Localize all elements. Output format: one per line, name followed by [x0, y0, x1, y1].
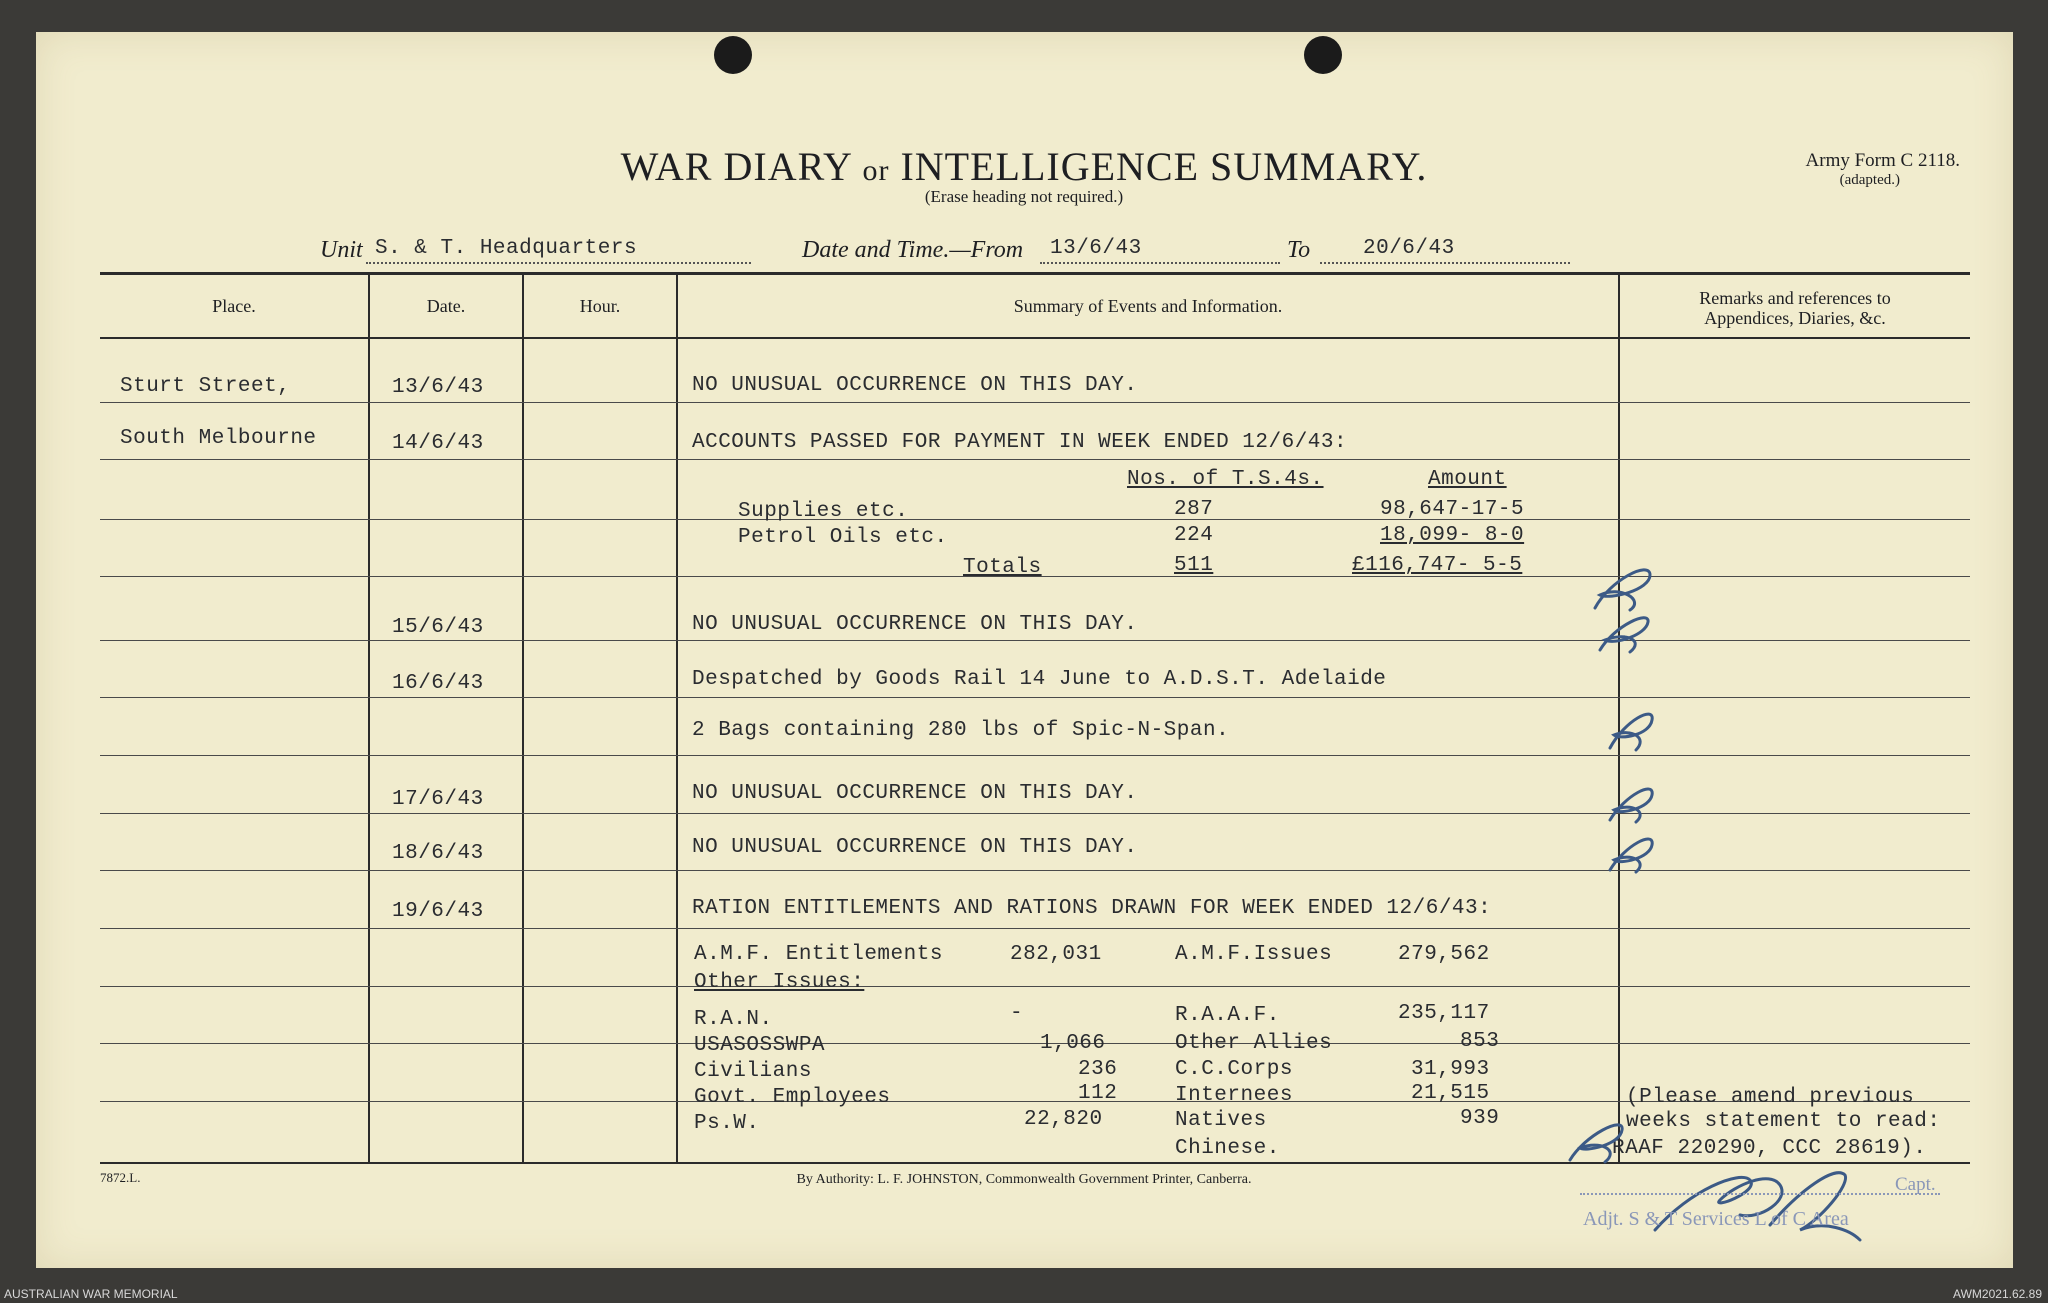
ration-label: Internees	[1175, 1084, 1293, 1107]
row-rule	[100, 1043, 1970, 1044]
table-header-rule	[100, 337, 1970, 339]
ration-value: 236	[1078, 1058, 1118, 1081]
to-dotted-line	[1320, 262, 1570, 264]
ration-label: A.M.F.Issues	[1175, 943, 1333, 966]
form-title	[0, 143, 2048, 190]
ration-value: 853	[1460, 1030, 1500, 1053]
date-to-label: To	[1287, 237, 1311, 263]
form-subtitle: (Erase heading not required.)	[924, 187, 1124, 206]
col-divider-hour	[676, 274, 678, 1162]
remarks-line: (Please amend previous	[1626, 1086, 1915, 1109]
handwritten-initials-marks	[1570, 540, 1680, 880]
accounts-total-amount: £116,747- 5-5	[1352, 554, 1523, 577]
ink-initial-mark	[1610, 714, 1652, 750]
row-rule	[100, 459, 1970, 460]
col-header-date: Date.	[426, 296, 466, 316]
entry-date: 17/6/43	[392, 788, 484, 811]
ration-label: Civilians	[694, 1060, 812, 1083]
accounts-row-label: Supplies etc.	[738, 500, 909, 523]
row-rule	[100, 870, 1970, 871]
entry-summary: RATION ENTITLEMENTS AND RATIONS DRAWN FOR WEEK ENDED 12/6/43:	[692, 897, 1492, 920]
entry-summary: ACCOUNTS PASSED FOR PAYMENT IN WEEK ENDED 12/6/43:	[692, 431, 1348, 454]
ration-label: Chinese.	[1175, 1137, 1280, 1160]
ration-value: 22,820	[1024, 1108, 1103, 1131]
row-rule	[100, 755, 1970, 756]
army-form-number: Army Form C 2118.	[1805, 150, 1960, 171]
col-divider-date	[522, 274, 524, 1162]
col-header-place: Place.	[212, 296, 256, 316]
ration-label: Natives	[1175, 1109, 1267, 1132]
place-line-1: Sturt Street,	[120, 375, 291, 398]
accounts-header-nos: Nos. of T.S.4s.	[1127, 468, 1324, 491]
col-divider-place	[368, 274, 370, 1162]
ration-value: 282,031	[1010, 943, 1102, 966]
ration-label: R.A.A.F.	[1175, 1004, 1280, 1027]
ink-initial-mark	[1610, 839, 1652, 872]
accounts-row-amount: 18,099- 8-0	[1380, 524, 1525, 547]
ink-initial-mark	[1595, 570, 1650, 610]
ration-value: 279,562	[1398, 943, 1490, 966]
ration-label: R.A.N.	[694, 1008, 773, 1031]
unit-value: S. & T. Headquarters	[375, 237, 638, 260]
ration-value: 31,993	[1411, 1058, 1490, 1081]
ration-value: -	[1010, 1002, 1024, 1025]
from-dotted-line	[1040, 262, 1280, 264]
army-form-adapted: (adapted.)	[1839, 172, 1900, 188]
col-header-remarks-2: Appendices, Diaries, &c.	[1704, 308, 1886, 328]
date-to-value: 20/6/43	[1363, 237, 1455, 260]
ration-value: 21,515	[1411, 1082, 1490, 1105]
title-part-2: INTELLIGENCE SUMMARY.	[900, 144, 1428, 189]
unit-dotted-line	[366, 262, 751, 264]
punch-hole-left	[714, 36, 752, 74]
entry-date: 18/6/43	[392, 842, 484, 865]
ration-label: Govt. Employees	[694, 1086, 891, 1109]
ration-value: 235,117	[1398, 1002, 1490, 1025]
entry-date: 14/6/43	[392, 432, 484, 455]
ration-label: A.M.F. Entitlements	[694, 943, 943, 966]
accounts-row-label: Petrol Oils etc.	[738, 526, 948, 549]
place-line-2: South Melbourne	[120, 427, 317, 450]
ration-label: Ps.W.	[694, 1112, 760, 1135]
ration-value: 1,066	[1040, 1032, 1106, 1055]
entry-summary: NO UNUSUAL OCCURRENCE ON THIS DAY.	[692, 613, 1138, 636]
accounts-row-amount: 98,647-17-5	[1380, 498, 1525, 521]
ration-label: Other Allies	[1175, 1032, 1333, 1055]
row-rule	[100, 986, 1970, 987]
stamp-dotted-line	[1580, 1193, 1940, 1195]
handwritten-initials-remarks	[1560, 1110, 1640, 1170]
row-rule	[100, 402, 1970, 403]
unit-label: Unit	[320, 237, 363, 263]
accounts-row-nos: 224	[1174, 524, 1214, 547]
title-part-1: WAR DIARY	[620, 144, 852, 189]
accounts-total-label: Totals	[963, 556, 1042, 579]
entry-summary: 2 Bags containing 280 lbs of Spic-N-Span.	[692, 719, 1230, 742]
col-header-summary: Summary of Events and Information.	[1013, 296, 1283, 316]
form-print-number: 7872.L.	[100, 1170, 141, 1185]
ink-initial-mark	[1610, 789, 1652, 822]
ink-initial-mark	[1600, 618, 1648, 652]
accounts-row-nos: 287	[1174, 498, 1214, 521]
stamp-adjt: Adjt. S & T Services L of C Area	[1583, 1208, 1849, 1230]
ration-label: C.C.Corps	[1175, 1058, 1293, 1081]
entry-summary: NO UNUSUAL OCCURRENCE ON THIS DAY.	[692, 782, 1138, 805]
punch-hole-right	[1304, 36, 1342, 74]
entry-summary: NO UNUSUAL OCCURRENCE ON THIS DAY.	[692, 374, 1138, 397]
entry-date: 19/6/43	[392, 900, 484, 923]
printer-authority: By Authority: L. F. JOHNSTON, Commonwealth Government Printer, Canberra.	[796, 1172, 1252, 1187]
remarks-line: RAAF 220290, CCC 28619).	[1612, 1137, 1927, 1160]
stamp-capt: Capt.	[1895, 1174, 1936, 1195]
row-rule	[100, 697, 1970, 698]
entry-date: 13/6/43	[392, 376, 484, 399]
date-from-label: Date and Time.—From	[802, 237, 1024, 263]
row-rule	[100, 519, 1970, 520]
title-or: or	[862, 154, 890, 187]
entry-date: 15/6/43	[392, 616, 484, 639]
row-rule	[100, 813, 1970, 814]
accounts-header-amount: Amount	[1428, 468, 1507, 491]
ration-label: USASOSSWPA	[694, 1034, 826, 1057]
entry-summary: NO UNUSUAL OCCURRENCE ON THIS DAY.	[692, 836, 1138, 859]
date-from-value: 13/6/43	[1050, 237, 1142, 260]
ration-other-issues-heading: Other Issues:	[694, 971, 865, 994]
accounts-total-nos: 511	[1174, 554, 1214, 577]
entry-date: 16/6/43	[392, 672, 484, 695]
row-rule	[100, 928, 1970, 929]
col-header-hour: Hour.	[579, 296, 621, 316]
table-top-rule	[100, 272, 1970, 275]
entry-summary: Despatched by Goods Rail 14 June to A.D.S.T. Adelaide	[692, 668, 1387, 691]
officer-signature	[1650, 1150, 1870, 1250]
archive-credit: AUSTRALIAN WAR MEMORIAL	[4, 1287, 178, 1301]
diary-sheet	[36, 32, 2013, 1268]
ration-value: 112	[1078, 1082, 1118, 1105]
row-rule	[100, 640, 1970, 641]
archive-accession: AWM2021.62.89	[1953, 1287, 2042, 1301]
ration-value: 939	[1460, 1107, 1500, 1130]
col-header-remarks-1: Remarks and references to	[1699, 288, 1891, 308]
remarks-line: weeks statement to read:	[1626, 1110, 1941, 1133]
